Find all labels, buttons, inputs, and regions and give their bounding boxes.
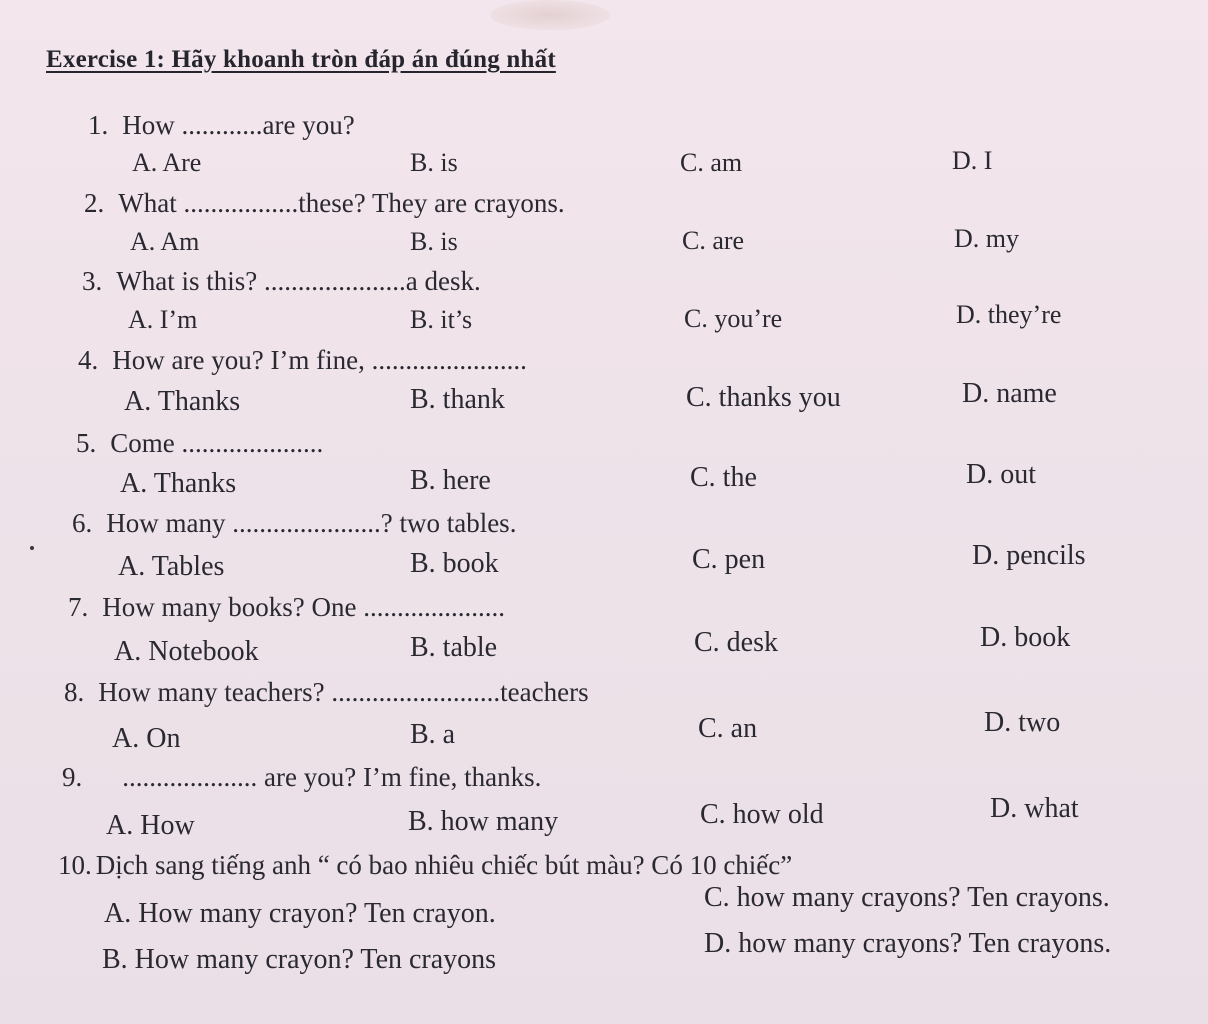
question-4 xyxy=(78,345,527,376)
option-c: C. desk xyxy=(694,627,778,658)
option-d: D. book xyxy=(980,622,1071,653)
option-b: B. is xyxy=(410,148,458,177)
question-7 xyxy=(68,592,505,623)
option-d: D. they’re xyxy=(956,300,1062,329)
option-c: C. are xyxy=(682,226,745,255)
option-b: B. table xyxy=(410,632,498,663)
question-8 xyxy=(64,677,589,708)
question-number: 4. xyxy=(78,345,99,375)
question-text: How are you? I’m fine, ....................... xyxy=(112,345,527,375)
option-d: D. out xyxy=(966,459,1036,490)
question-10 xyxy=(58,850,792,881)
option-c: C. the xyxy=(690,462,757,493)
option-a: A. Thanks xyxy=(124,386,241,417)
question-number: 10. xyxy=(58,850,92,880)
option-c: C. thanks you xyxy=(686,382,841,413)
option-d: D. name xyxy=(962,378,1057,409)
question-text: Dịch sang tiếng anh “ có bao nhiêu chiếc bút màu? Có 10 chiếc” xyxy=(95,850,793,880)
option-a: A. Notebook xyxy=(114,636,259,667)
paper-smudge xyxy=(490,0,610,30)
option-a: A. How many crayon? Ten crayon. xyxy=(104,898,496,929)
question-number: 9. xyxy=(62,762,83,792)
question-text: Come ..................... xyxy=(110,428,324,458)
option-a: A. Thanks xyxy=(120,468,237,499)
option-c: C. an xyxy=(698,713,758,744)
option-b: B. book xyxy=(410,548,499,579)
question-text: What is this? .....................a desk. xyxy=(116,266,481,296)
option-d: D. what xyxy=(990,793,1079,824)
question-3 xyxy=(82,266,481,297)
question-text: What .................these? They are crayons. xyxy=(118,188,565,218)
option-b: B. is xyxy=(410,227,458,256)
question-6 xyxy=(72,508,516,539)
option-d: D. I xyxy=(952,146,993,175)
question-5 xyxy=(76,428,323,459)
question-text: How many books? One ..................... xyxy=(102,592,505,622)
question-number: 8. xyxy=(64,677,85,707)
question-number: 1. xyxy=(88,110,109,140)
option-a: A. How xyxy=(106,810,195,841)
question-text: How ............are you? xyxy=(122,110,355,140)
option-b: B. how many xyxy=(408,806,559,837)
question-number: 3. xyxy=(82,266,103,296)
option-d: D. my xyxy=(954,224,1019,253)
question-number: 2. xyxy=(84,188,105,218)
question-number: 5. xyxy=(76,428,97,458)
option-a: A. On xyxy=(112,723,181,754)
option-b: B. it’s xyxy=(410,305,473,334)
question-number: 6. xyxy=(72,508,93,538)
option-b: B. How many crayon? Ten crayons xyxy=(102,944,497,975)
option-b: B. a xyxy=(410,719,456,750)
option-a: A. Are xyxy=(132,148,202,177)
option-a: A. I’m xyxy=(128,305,198,334)
option-a: A. Tables xyxy=(118,551,225,582)
option-a: A. Am xyxy=(130,227,200,256)
option-c: C. you’re xyxy=(684,304,783,333)
option-b: B. here xyxy=(410,465,491,496)
option-b: B. thank xyxy=(410,384,505,415)
option-c: C. how many crayons? Ten crayons. xyxy=(704,882,1110,913)
option-c: C. how old xyxy=(700,799,824,830)
question-number: 7. xyxy=(68,592,89,622)
option-d: D. how many crayons? Ten crayons. xyxy=(704,928,1112,959)
option-d: D. two xyxy=(984,707,1061,738)
question-2 xyxy=(84,188,565,219)
option-c: C. am xyxy=(680,148,743,177)
question-1 xyxy=(88,110,355,141)
question-text: How many teachers? .........................teachers xyxy=(98,677,589,707)
stray-dot xyxy=(30,546,34,550)
question-9 xyxy=(62,762,541,793)
question-text: .................... are you? I’m fine, thanks. xyxy=(122,762,542,792)
option-c: C. pen xyxy=(692,544,766,575)
question-text: How many ......................? two tables. xyxy=(106,508,517,538)
exercise-title: Exercise 1: Hãy khoanh tròn đáp án đúng nhất xyxy=(46,46,556,73)
option-d: D. pencils xyxy=(972,540,1086,571)
